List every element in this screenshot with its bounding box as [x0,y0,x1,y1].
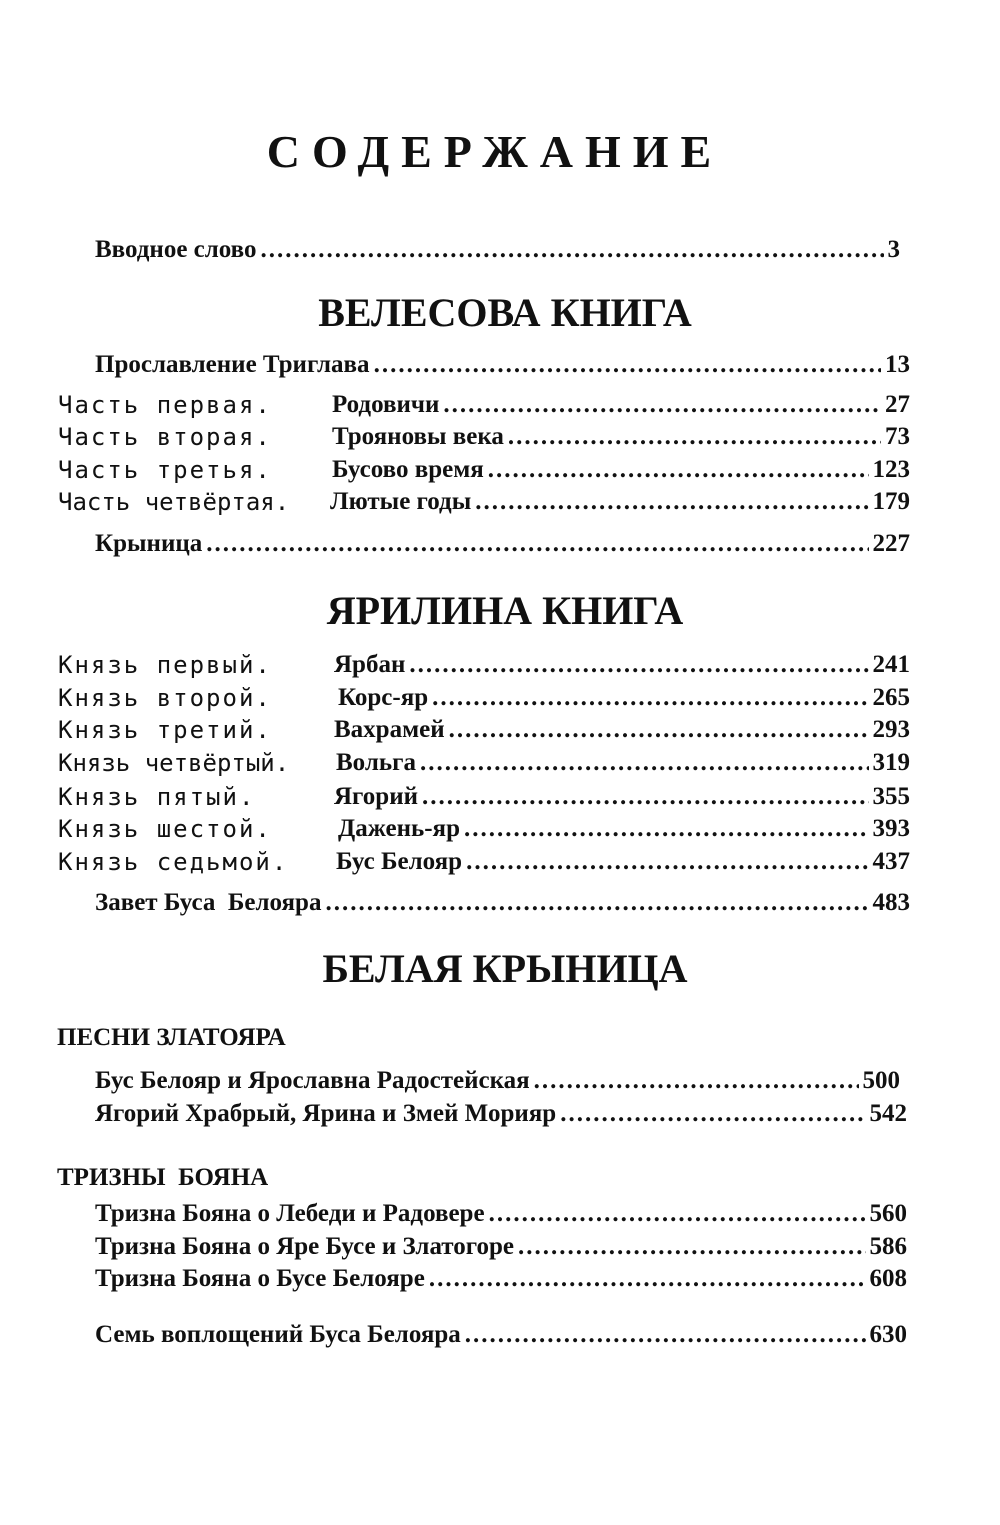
part-label: Часть вторая. [58,423,272,451]
toc-entry-prince[interactable] [336,845,910,879]
page-title: СОДЕРЖАНИЕ [266,126,724,177]
entry-page: 319 [872,749,910,776]
entry-title: Вводное слово [95,236,257,263]
toc-entry-prince[interactable] [336,746,910,780]
entry-title: Прославление Триглава [95,351,370,378]
dot-leader [409,648,868,682]
entry-page: 483 [872,889,910,916]
entry-page: 500 [862,1067,900,1094]
dot-leader [466,845,868,879]
dot-leader [465,1318,866,1352]
dot-leader [374,348,881,382]
entry-title: Вахрамей [334,716,445,743]
entry-title: Семь воплощений Буса Белояра [95,1321,461,1348]
prince-label: Князь пятый. [58,783,256,811]
entry-title: Тризна Бояна о Лебеди и Радовере [95,1200,485,1227]
dot-leader [518,1230,866,1264]
entry-title: Завет Буса Белояра [95,889,322,916]
part-label: Часть четвёртая. [58,488,290,516]
prince-label: Князь второй. [58,684,272,712]
dot-leader [206,527,868,561]
entry-page: 227 [872,530,910,557]
dot-leader [325,886,868,920]
toc-entry-trizna[interactable] [95,1230,907,1264]
entry-page: 241 [872,651,910,678]
entry-title: Дажень-яр [338,815,460,842]
entry-page: 265 [872,684,910,711]
entry-page: 293 [872,716,910,743]
entry-title: Лютые годы [330,488,472,515]
toc-entry-part[interactable] [330,485,910,519]
toc-entry-part[interactable] [332,388,910,422]
dot-leader [534,1064,859,1098]
entry-title: Бус Белояр и Ярославна Радостейская [95,1067,530,1094]
entry-title: Вольга [336,749,416,776]
toc-entry-prince[interactable] [334,648,910,682]
entry-page: 608 [869,1265,907,1292]
book-title-white-spring: БЕЛАЯ КРЫНИЦА [322,946,688,991]
toc-entry-trizna[interactable] [95,1262,907,1296]
prince-label: Князь третий. [58,716,272,744]
dot-leader [422,780,869,814]
dot-leader [429,1262,866,1296]
entry-page: 27 [885,391,910,418]
entry-page: 560 [869,1200,907,1227]
entry-title: Тризна Бояна о Яре Бусе и Златогоре [95,1233,514,1260]
dot-leader [489,1197,866,1231]
entry-title: Бус Белояр [336,848,463,875]
book-title-yarila: ЯРИЛИНА КНИГА [326,588,684,633]
dot-leader [464,812,869,846]
toc-entry-prologue[interactable] [95,348,910,382]
entry-title: Бусово время [332,456,484,483]
entry-title: Ягорий Храбрый, Ярина и Змей Морияр [95,1100,557,1127]
entry-page: 13 [885,351,910,378]
entry-page: 179 [872,488,910,515]
toc-entry-song[interactable] [95,1097,907,1131]
prince-label: Князь шестой. [58,815,272,843]
toc-entry-song[interactable] [95,1064,900,1098]
entry-page: 393 [872,815,910,842]
prince-label: Князь первый. [58,651,272,679]
toc-entry-prince[interactable] [338,812,910,846]
entry-title: Тризна Бояна о Бусе Белояре [95,1265,425,1292]
entry-page: 630 [869,1321,907,1348]
section-title-songs: ПЕСНИ ЗЛАТОЯРА [57,1024,286,1051]
entry-page: 73 [885,423,910,450]
entry-title: Родовичи [332,391,440,418]
dot-leader [261,233,884,267]
entry-page: 355 [872,783,910,810]
dot-leader [508,420,881,454]
toc-entry-prince[interactable] [334,780,910,814]
prince-label: Князь четвёртый. [58,749,290,777]
entry-page: 123 [872,456,910,483]
toc-entry-final[interactable] [95,1318,907,1352]
toc-entry-part[interactable] [332,420,910,454]
part-label: Часть первая. [58,391,272,419]
dot-leader [449,713,869,747]
entry-title: Крыница [95,530,203,557]
toc-entry-intro[interactable] [95,233,900,267]
entry-title: Корс-яр [338,684,429,711]
dot-leader [443,388,881,422]
entry-page: 586 [869,1233,907,1260]
dot-leader [488,453,869,487]
section-title-trizny: ТРИЗНЫ БОЯНА [57,1164,269,1191]
toc-entry-prince[interactable] [338,681,910,715]
book-title-veles: ВЕЛЕСОВА КНИГА [318,290,692,335]
dot-leader [420,746,869,780]
dot-leader [432,681,868,715]
dot-leader [475,485,868,519]
prince-label: Князь седьмой. [58,848,289,876]
toc-entry-epilogue[interactable] [95,527,910,561]
toc-entry-prince[interactable] [334,713,910,747]
part-label: Часть третья. [58,456,272,484]
toc-entry-part[interactable] [332,453,910,487]
entry-page: 437 [872,848,910,875]
entry-page: 542 [869,1100,907,1127]
entry-page: 3 [887,236,900,263]
toc-entry-trizna[interactable] [95,1197,907,1231]
entry-title: Ягорий [334,783,418,810]
toc-entry-epilogue[interactable] [95,886,910,920]
entry-title: Трояновы века [332,423,504,450]
dot-leader [560,1097,865,1131]
entry-title: Ярбан [334,651,406,678]
